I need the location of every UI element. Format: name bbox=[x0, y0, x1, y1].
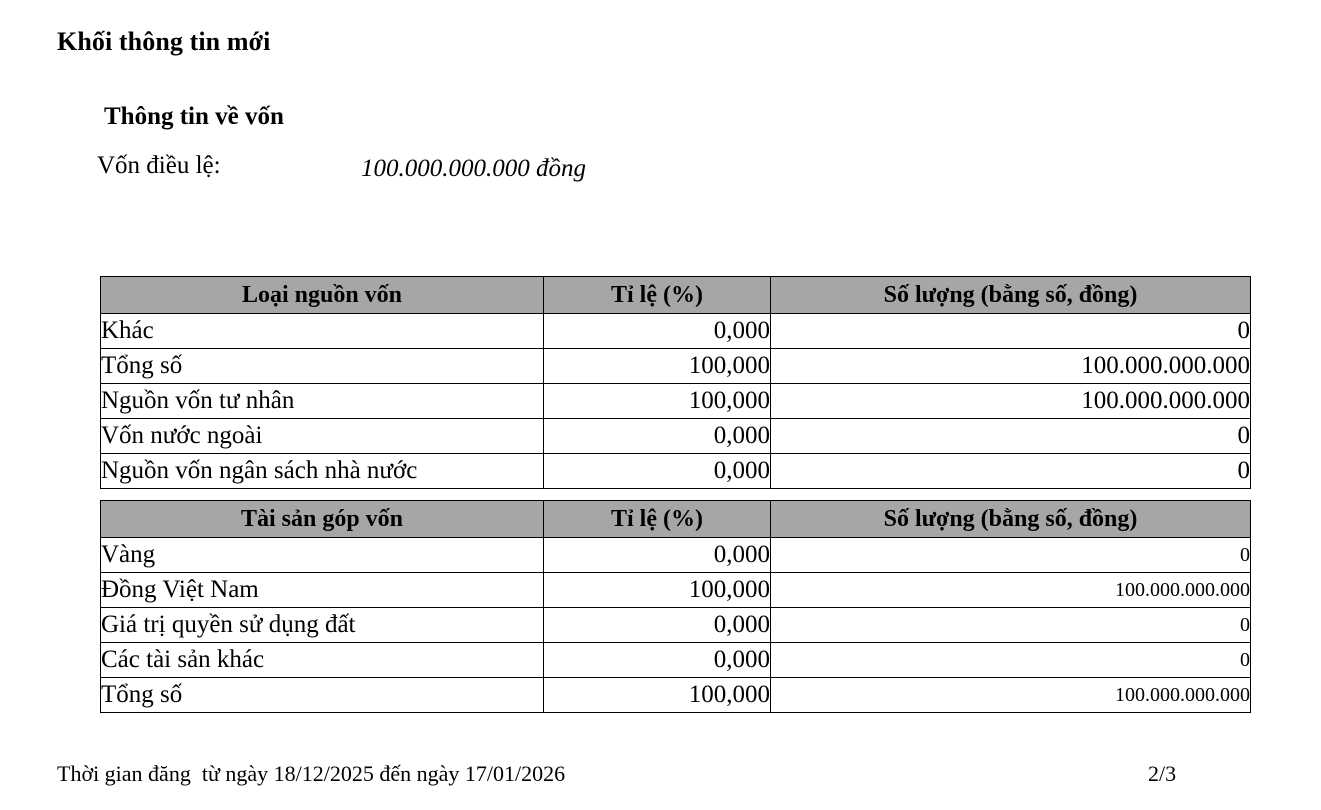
cell-rate: 100,000 bbox=[544, 678, 771, 713]
cell-amount: 0 bbox=[771, 454, 1251, 489]
table-row bbox=[101, 573, 1251, 608]
cell-amount: 0 bbox=[771, 314, 1251, 349]
cell-rate: 0,000 bbox=[544, 608, 771, 643]
cell-rate: 100,000 bbox=[544, 384, 771, 419]
cell-amount: 0 bbox=[771, 538, 1251, 573]
table-header-row bbox=[101, 277, 1251, 314]
table-row bbox=[101, 678, 1251, 713]
footer-publication-period: Thời gian đăng từ ngày 18/12/2025 đến ngày 17/01/2026 bbox=[57, 761, 566, 786]
table-row bbox=[101, 384, 1251, 419]
table-row bbox=[101, 349, 1251, 384]
cell-rate: 0,000 bbox=[544, 538, 771, 573]
cell-source-type: Nguồn vốn ngân sách nhà nước bbox=[101, 454, 544, 489]
page-title: Khối thông tin mới bbox=[57, 27, 271, 56]
column-header-asset-type: Tài sản góp vốn bbox=[101, 501, 544, 538]
cell-source-type: Tổng số bbox=[101, 349, 544, 384]
cell-amount: 0 bbox=[771, 643, 1251, 678]
cell-asset-type: Các tài sản khác bbox=[101, 643, 544, 678]
table-body bbox=[101, 314, 1251, 489]
column-header-amount: Số lượng (bằng số, đồng) bbox=[771, 501, 1251, 538]
table-row bbox=[101, 538, 1251, 573]
cell-amount: 100.000.000.000 bbox=[771, 678, 1251, 713]
cell-asset-type: Giá trị quyền sử dụng đất bbox=[101, 608, 544, 643]
cell-source-type: Vốn nước ngoài bbox=[101, 419, 544, 454]
cell-amount: 100.000.000.000 bbox=[771, 349, 1251, 384]
table-header-row bbox=[101, 501, 1251, 538]
charter-capital-value: 100.000.000.000 đồng bbox=[361, 155, 586, 182]
footer-page-number: 2/3 bbox=[1148, 761, 1177, 786]
cell-asset-type: Vàng bbox=[101, 538, 544, 573]
table-row bbox=[101, 454, 1251, 489]
table-header bbox=[101, 501, 1251, 538]
cell-rate: 0,000 bbox=[544, 454, 771, 489]
table-row bbox=[101, 643, 1251, 678]
cell-source-type: Khác bbox=[101, 314, 544, 349]
cell-rate: 0,000 bbox=[544, 314, 771, 349]
cell-rate: 100,000 bbox=[544, 573, 771, 608]
cell-source-type: Nguồn vốn tư nhân bbox=[101, 384, 544, 419]
cell-rate: 0,000 bbox=[544, 643, 771, 678]
column-header-amount: Số lượng (bằng số, đồng) bbox=[771, 277, 1251, 314]
cell-amount: 100.000.000.000 bbox=[771, 384, 1251, 419]
table-row bbox=[101, 608, 1251, 643]
charter-capital-label: Vốn điều lệ: bbox=[97, 152, 221, 179]
cell-asset-type: Tổng số bbox=[101, 678, 544, 713]
cell-amount: 0 bbox=[771, 419, 1251, 454]
table-capital-assets bbox=[100, 500, 1251, 713]
cell-asset-type: Đồng Việt Nam bbox=[101, 573, 544, 608]
table-header bbox=[101, 277, 1251, 314]
cell-rate: 100,000 bbox=[544, 349, 771, 384]
cell-rate: 0,000 bbox=[544, 419, 771, 454]
section-title-capital-info: Thông tin về vốn bbox=[104, 103, 284, 130]
cell-amount: 100.000.000.000 bbox=[771, 573, 1251, 608]
cell-amount: 0 bbox=[771, 608, 1251, 643]
column-header-rate: Tỉ lệ (%) bbox=[544, 277, 771, 314]
table-body bbox=[101, 538, 1251, 713]
table-row bbox=[101, 419, 1251, 454]
table-capital-source bbox=[100, 276, 1251, 489]
table-row bbox=[101, 314, 1251, 349]
column-header-source-type: Loại nguồn vốn bbox=[101, 277, 544, 314]
column-header-rate: Tỉ lệ (%) bbox=[544, 501, 771, 538]
